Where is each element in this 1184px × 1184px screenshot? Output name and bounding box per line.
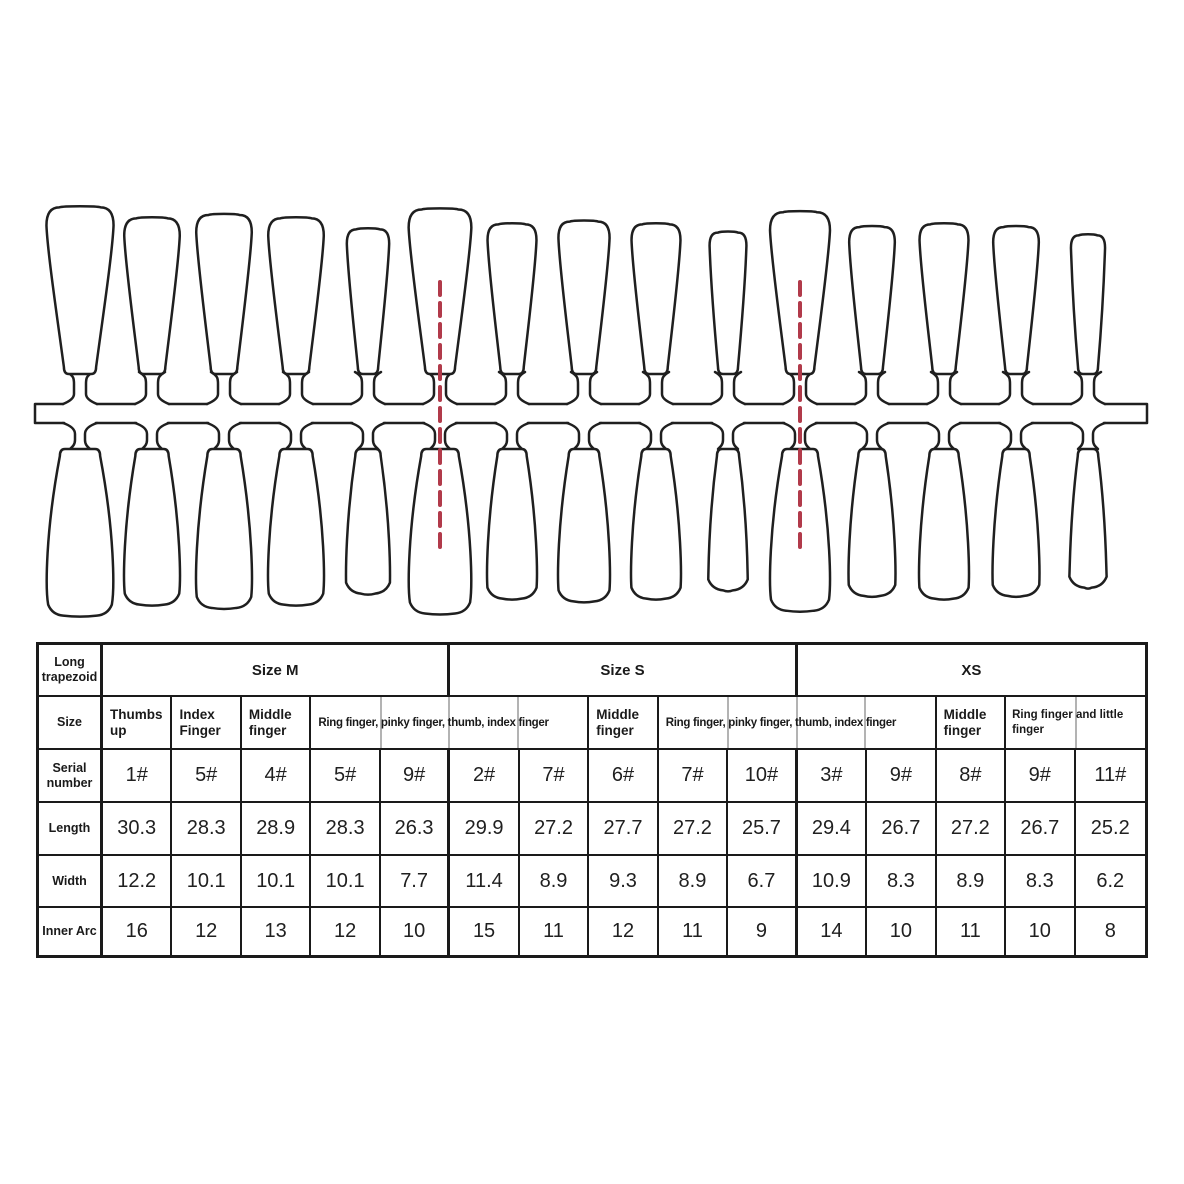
nail-stem (1071, 372, 1082, 404)
nail-stem (207, 372, 218, 404)
nail-stem (446, 372, 457, 404)
serial-value: 1# (103, 750, 172, 803)
nail-stem (855, 372, 866, 404)
length-value: 27.2 (937, 803, 1006, 856)
serial-value: 9# (867, 750, 936, 803)
serial-value: 2# (450, 750, 519, 803)
serial-value: 7# (520, 750, 589, 803)
inner-arc-value: 11 (520, 908, 589, 955)
nail-stem (518, 372, 529, 404)
length-value: 25.7 (728, 803, 797, 856)
bottom-nail-14 (993, 449, 1040, 597)
finger-label-middle-xs: Middle finger (937, 697, 1006, 750)
finger-label-ring-little: Ring finger and little finger (1006, 697, 1145, 750)
row-header-inner-arc: Inner Arc (39, 908, 103, 955)
length-value: 27.7 (589, 803, 658, 856)
nail-stem (783, 372, 794, 404)
corner-cell-shape-name: Long trapezoid (39, 645, 103, 697)
length-value: 25.2 (1076, 803, 1145, 856)
bottom-nail-8 (558, 449, 610, 602)
width-value: 6.2 (1076, 856, 1145, 908)
length-value: 27.2 (659, 803, 728, 856)
top-nail-8 (558, 221, 609, 374)
serial-value: 4# (242, 750, 311, 803)
bottom-nail-15 (1069, 449, 1106, 589)
top-nail-1 (46, 206, 113, 374)
nail-stem (158, 372, 169, 404)
inner-arc-value: 12 (311, 908, 380, 955)
width-value: 10.1 (172, 856, 241, 908)
length-value: 28.9 (242, 803, 311, 856)
top-nail-7 (488, 223, 537, 374)
serial-value: 11# (1076, 750, 1145, 803)
width-value: 7.7 (381, 856, 450, 908)
row-header-width: Width (39, 856, 103, 908)
top-nail-9 (632, 223, 681, 374)
inner-arc-value: 15 (450, 908, 519, 955)
bottom-nail-7 (487, 449, 537, 600)
bottom-nail-12 (849, 449, 896, 597)
nail-stem (1022, 372, 1033, 404)
top-nail-14 (993, 226, 1039, 374)
nail-stem (279, 372, 290, 404)
finger-label-middle-m: Middle finger (242, 697, 311, 750)
nail-stem (734, 372, 745, 404)
nail-stem (711, 372, 722, 404)
width-value: 8.3 (867, 856, 936, 908)
row-header-length: Length (39, 803, 103, 856)
width-value: 8.3 (1006, 856, 1075, 908)
nail-stem (230, 372, 241, 404)
nail-stem (927, 372, 938, 404)
finger-label-ring-span-s-xs: Ring finger, pinky finger, thumb, index finger (659, 697, 937, 750)
inner-arc-value: 10 (867, 908, 936, 955)
row-header-serial: Serial number (39, 750, 103, 803)
length-value: 26.7 (867, 803, 936, 856)
length-value: 26.3 (381, 803, 450, 856)
group-header-size-xs: XS (798, 645, 1145, 697)
top-nail-5 (347, 228, 389, 374)
serial-value: 3# (798, 750, 867, 803)
bottom-nail-2 (124, 449, 180, 606)
width-value: 8.9 (937, 856, 1006, 908)
width-value: 12.2 (103, 856, 172, 908)
nail-stem (374, 372, 385, 404)
inner-arc-value: 16 (103, 908, 172, 955)
inner-arc-value: 10 (381, 908, 450, 955)
length-value: 28.3 (172, 803, 241, 856)
width-value: 11.4 (450, 856, 519, 908)
nail-stem (999, 372, 1010, 404)
finger-label-middle-s: Middle finger (589, 697, 658, 750)
nail-stem (63, 372, 74, 404)
serial-value: 8# (937, 750, 1006, 803)
bottom-nail-1 (47, 449, 113, 617)
length-value: 27.2 (520, 803, 589, 856)
serial-value: 9# (381, 750, 450, 803)
inner-arc-value: 11 (937, 908, 1006, 955)
top-nail-12 (849, 226, 895, 374)
length-value: 29.4 (798, 803, 867, 856)
nail-stem (302, 372, 313, 404)
width-value: 10.1 (242, 856, 311, 908)
size-chart-table (36, 642, 1148, 958)
top-nail-3 (196, 214, 252, 374)
top-nail-4 (268, 217, 324, 374)
nail-stem (662, 372, 673, 404)
bottom-nail-10 (708, 449, 747, 591)
length-value: 26.7 (1006, 803, 1075, 856)
width-value: 8.9 (520, 856, 589, 908)
length-value: 28.3 (311, 803, 380, 856)
bottom-nail-13 (919, 449, 969, 600)
nail-stem (950, 372, 961, 404)
serial-value: 5# (311, 750, 380, 803)
finger-label-ring-span-m-s: Ring finger, pinky finger, thumb, index finger (311, 697, 589, 750)
nail-stem (495, 372, 506, 404)
finger-label-index: Index Finger (172, 697, 241, 750)
nail-stem (590, 372, 601, 404)
nail-stem (86, 372, 97, 404)
length-value: 29.9 (450, 803, 519, 856)
width-value: 9.3 (589, 856, 658, 908)
top-nail-10 (710, 232, 747, 374)
top-nail-2 (124, 217, 180, 374)
connector-bar (35, 404, 1147, 423)
width-value: 10.1 (311, 856, 380, 908)
inner-arc-value: 12 (172, 908, 241, 955)
serial-value: 6# (589, 750, 658, 803)
bottom-nail-4 (268, 449, 324, 606)
width-value: 10.9 (798, 856, 867, 908)
nail-stem (1094, 372, 1105, 404)
nail-stem (423, 372, 434, 404)
nail-stem (567, 372, 578, 404)
serial-value: 9# (1006, 750, 1075, 803)
width-value: 6.7 (728, 856, 797, 908)
inner-arc-value: 12 (589, 908, 658, 955)
inner-arc-value: 13 (242, 908, 311, 955)
bottom-nail-3 (196, 449, 252, 609)
nail-stem (351, 372, 362, 404)
finger-label-thumb: Thumbs up (103, 697, 172, 750)
nail-stem (806, 372, 817, 404)
width-value: 8.9 (659, 856, 728, 908)
nail-stem (639, 372, 650, 404)
top-nail-15 (1071, 234, 1105, 374)
group-header-size-s: Size S (450, 645, 797, 697)
inner-arc-value: 14 (798, 908, 867, 955)
row-header-size: Size (39, 697, 103, 750)
serial-value: 7# (659, 750, 728, 803)
nail-stem (135, 372, 146, 404)
bottom-nail-5 (346, 449, 390, 595)
length-value: 30.3 (103, 803, 172, 856)
serial-value: 5# (172, 750, 241, 803)
inner-arc-value: 8 (1076, 908, 1145, 955)
group-header-size-m: Size M (103, 645, 450, 697)
inner-arc-value: 9 (728, 908, 797, 955)
inner-arc-value: 11 (659, 908, 728, 955)
serial-value: 10# (728, 750, 797, 803)
nail-stem (878, 372, 889, 404)
bottom-nail-9 (631, 449, 681, 600)
top-nail-13 (920, 223, 969, 374)
inner-arc-value: 10 (1006, 908, 1075, 955)
